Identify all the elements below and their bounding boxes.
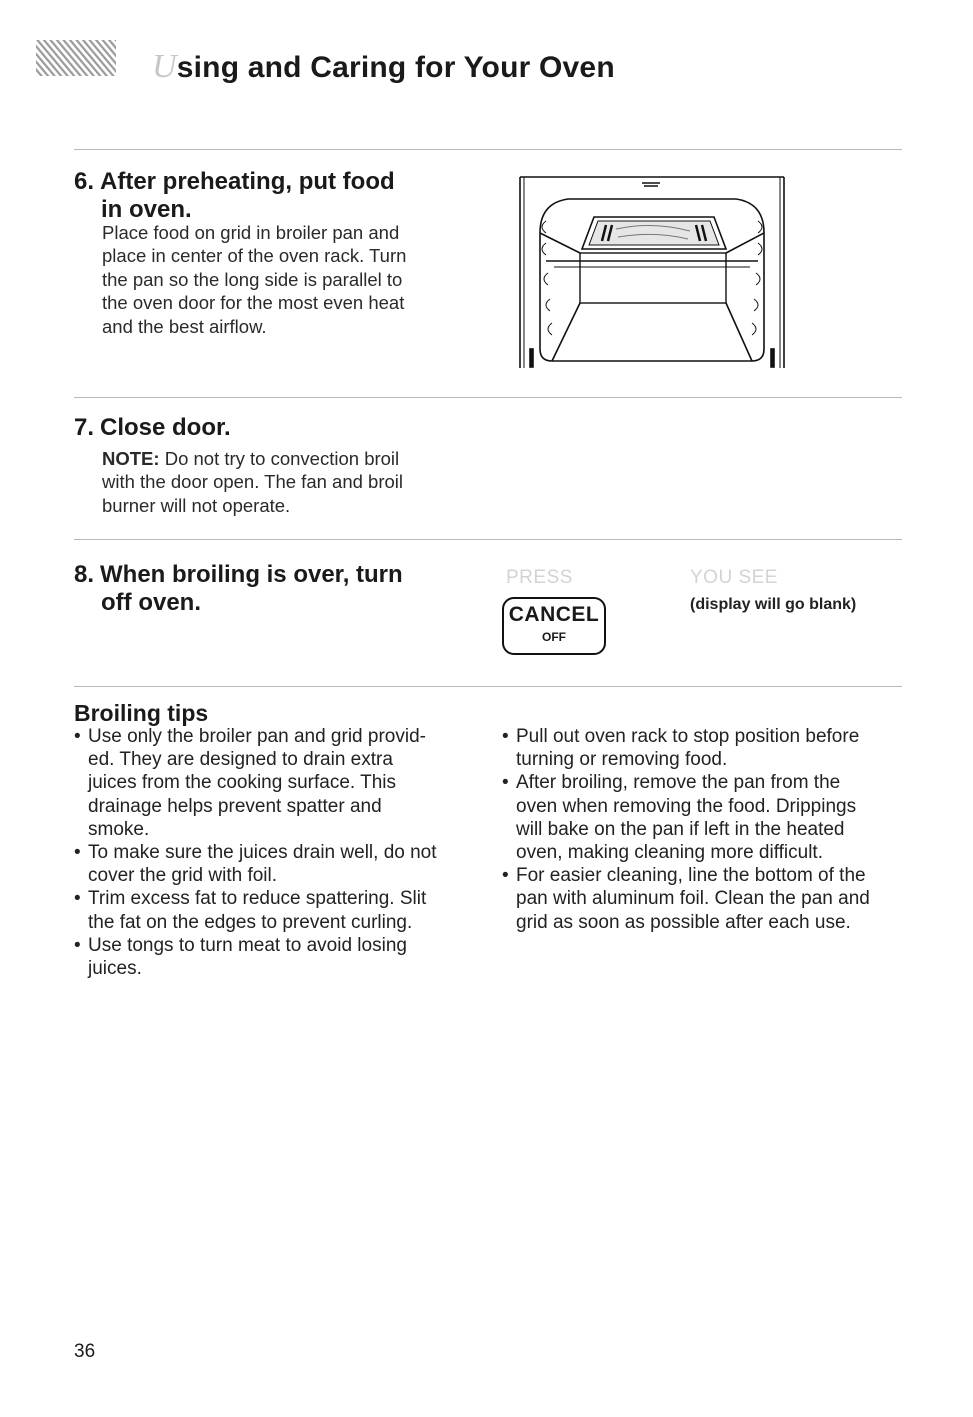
bullet-icon: • xyxy=(502,772,509,794)
tip-line: For easier cleaning, line the bottom of the xyxy=(516,865,866,887)
body-line: Place food on grid in broiler pan and xyxy=(102,222,400,243)
tip-line: To make sure the juices drain well, do not xyxy=(88,842,437,864)
tip-line: Use tongs to turn meat to avoid losing xyxy=(88,934,407,956)
title-text: sing and Caring for Your Oven xyxy=(176,51,615,84)
note-line: burner will not operate. xyxy=(102,494,291,516)
tips-list-right xyxy=(502,725,902,934)
step-number: 6. xyxy=(74,168,95,195)
tip-line: pan with aluminum foil. Clean the pan and xyxy=(516,888,870,910)
press-label: PRESS xyxy=(506,567,573,588)
step-title-line: in oven. xyxy=(101,196,192,223)
step-title-line: off oven. xyxy=(101,589,201,616)
tip-line: grid as soon as possible after each use. xyxy=(516,911,851,933)
body-line: place in center of the oven rack. Turn xyxy=(102,245,407,267)
body-line: the pan so the long side is parallel to xyxy=(102,268,403,290)
bullet-icon: • xyxy=(502,726,509,747)
step-number: 7. xyxy=(74,414,95,441)
tips-list-left xyxy=(74,725,474,980)
divider xyxy=(74,149,902,150)
tip-line: Use only the broiler pan and grid provid- xyxy=(88,726,426,747)
step-title-line: When broiling is over, turn xyxy=(100,561,403,588)
list-item xyxy=(74,841,474,887)
step-title-line: After preheating, put food xyxy=(100,168,395,195)
tip-line: Trim excess fat to reduce spattering. Slit xyxy=(88,888,427,910)
tip-line: drainage helps prevent spatter and xyxy=(88,795,382,817)
tip-line: turning or removing food. xyxy=(516,749,728,771)
striped-decoration-icon xyxy=(36,40,116,76)
tip-line: oven when removing the food. Drippings xyxy=(516,795,857,817)
step-7-note xyxy=(102,447,403,517)
cancel-button-sublabel: OFF xyxy=(542,630,566,644)
page-number: 36 xyxy=(74,1341,96,1362)
list-item xyxy=(74,725,474,841)
you-see-label: YOU SEE xyxy=(690,567,778,588)
step-number: 8. xyxy=(74,561,95,588)
body-line: the oven door for the most even heat xyxy=(102,292,405,314)
tip-line: ed. They are designed to drain extra xyxy=(88,749,393,771)
bullet-icon: • xyxy=(74,726,81,747)
step-7-title xyxy=(74,414,231,442)
list-item xyxy=(74,887,474,933)
divider xyxy=(74,397,902,398)
tip-line: Pull out oven rack to stop position before xyxy=(516,726,860,747)
page-title xyxy=(152,48,615,86)
title-initial: U xyxy=(152,48,177,85)
divider xyxy=(74,686,902,687)
step-6-body xyxy=(102,221,406,338)
note-line: with the door open. The fan and broil xyxy=(102,471,404,493)
step-6-title xyxy=(74,168,395,224)
tip-line: oven, making cleaning more difficult. xyxy=(516,842,823,864)
tip-line: juices from the cooking surface. This xyxy=(88,772,397,794)
list-item xyxy=(502,864,902,934)
tip-line: the fat on the edges to prevent curling. xyxy=(88,911,413,933)
bullet-icon: • xyxy=(74,842,81,864)
display-note: (display will go blank) xyxy=(690,596,857,613)
cancel-off-button[interactable] xyxy=(502,597,606,655)
list-item xyxy=(74,934,474,980)
oven-broiler-pan-illustration-icon xyxy=(516,173,788,371)
tip-line: cover the grid with foil. xyxy=(88,865,278,887)
divider xyxy=(74,539,902,540)
list-item xyxy=(502,725,902,771)
note-text: Do not try to convection broil xyxy=(159,448,400,469)
tip-line: will bake on the pan if left in the heated xyxy=(516,818,845,840)
tip-line: juices. xyxy=(88,958,142,980)
step-8-title xyxy=(74,561,403,617)
step-title-line: Close door. xyxy=(100,414,231,441)
bullet-icon: • xyxy=(74,888,81,910)
note-label: NOTE: xyxy=(102,448,160,469)
body-line: and the best airflow. xyxy=(102,315,267,337)
tip-line: After broiling, remove the pan from the xyxy=(516,772,841,794)
tips-heading: Broiling tips xyxy=(74,700,209,726)
list-item xyxy=(502,771,902,864)
cancel-button-label: CANCEL xyxy=(508,603,600,626)
bullet-icon: • xyxy=(502,865,509,887)
tip-line: smoke. xyxy=(88,818,150,840)
bullet-icon: • xyxy=(74,934,81,956)
